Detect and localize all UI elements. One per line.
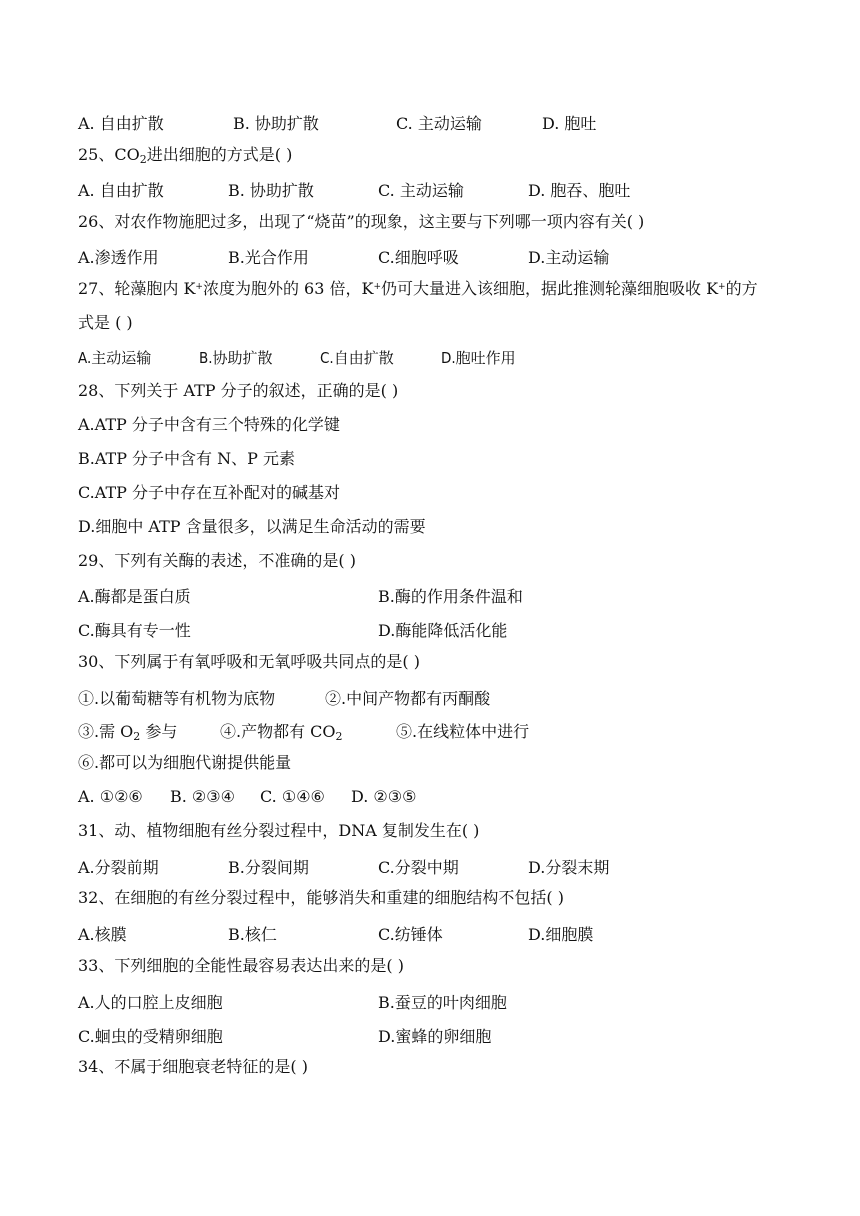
q32-option-a: A.核膜 [78,925,127,944]
q33-option-c: C.蛔虫的受精卵细胞 [78,1027,223,1046]
q28-option-c: C.ATP 分子中存在互补配对的碱基对 [78,483,340,502]
q30-item-6: ⑥.都可以为细胞代谢提供能量 [78,753,292,772]
q25-option-a: A. 自由扩散 [78,181,164,200]
q30-stem: 30、下列属于有氧呼吸和无氧呼吸共同点的是( ) [78,652,420,671]
q30-item-3 [78,719,177,742]
q30-item-2: ②.中间产物都有丙酮酸 [325,689,491,708]
q31-option-d: D.分裂末期 [528,858,610,877]
q34-stem: 34、不属于细胞衰老特征的是( ) [78,1057,308,1076]
q30-item-3-subscript: 2 [133,730,141,743]
q30-option-c: C. ①④⑥ [260,787,325,806]
q24-option-a: A. 自由扩散 [78,114,164,133]
q28-option-a: A.ATP 分子中含有三个特殊的化学键 [78,415,340,434]
q30-option-a: A. ①②⑥ [78,787,143,806]
q31-stem: 31、动、植物细胞有丝分裂过程中，DNA 复制发生在( ) [78,821,480,840]
q27-stem-part-c: 仍可大量进入该细胞，据此推测轮藻细胞吸收 K [381,279,719,298]
q27-option-c: C.自由扩散 [320,349,394,367]
q33-stem: 33、下列细胞的全能性最容易表达出来的是( ) [78,956,404,975]
q29-option-b: B.酶的作用条件温和 [378,587,523,606]
q27-stem-part-b: 浓度为胞外的 63 倍，K [202,279,374,298]
q26-option-a: A.渗透作用 [78,248,159,267]
q27-stem [78,279,758,299]
q30-item-4-subscript: 2 [335,730,343,743]
q30-item-3-text: ③.需 O [78,722,134,741]
q26-option-c: C.细胞呼吸 [378,248,459,267]
q26-option-b: B.光合作用 [228,248,309,267]
q30-option-d: D. ②③⑤ [351,787,417,806]
q24-option-c: C. 主动运输 [396,114,482,133]
q27-stem-part-a: 27、轮藻胞内 K [78,279,196,298]
q29-option-c: C.酶具有专一性 [78,621,191,640]
q25-subscript: 2 [139,153,147,166]
q25-stem [78,145,292,165]
q27-stem-line2: 式是 ( ) [78,313,133,332]
q25-option-c: C. 主动运输 [378,181,464,200]
q32-option-d: D.细胞膜 [528,925,594,944]
q24-option-b: B. 协助扩散 [233,114,319,133]
q32-stem: 32、在细胞的有丝分裂过程中，能够消失和重建的细胞结构不包括( ) [78,888,564,907]
q31-option-a: A.分裂前期 [78,858,159,877]
q33-option-b: B.蚕豆的叶肉细胞 [378,993,507,1012]
q27-superscript-1: + [195,282,203,292]
q25-option-b: B. 协助扩散 [228,181,314,200]
q25-stem-text-end: 进出细胞的方式是( ) [146,145,293,164]
q27-superscript-3: + [718,282,726,292]
q24-option-d: D. 胞吐 [542,114,597,133]
q25-option-d: D. 胞吞、胞吐 [528,181,631,200]
q27-superscript-2: + [373,282,381,292]
q29-stem: 29、下列有关酶的表述，不准确的是( ) [78,551,356,570]
q26-stem: 26、对农作物施肥过多，出现了“烧苗”的现象，这主要与下列哪一项内容有关( ) [78,212,645,231]
q27-option-b: B.协助扩散 [199,349,273,367]
q33-option-a: A.人的口腔上皮细胞 [78,993,223,1012]
q28-option-b: B.ATP 分子中含有 N、P 元素 [78,449,295,468]
q30-option-b: B. ②③④ [170,787,235,806]
q27-stem-part-d: 的方 [725,279,758,298]
q32-option-c: C.纺锤体 [378,925,443,944]
q28-option-d: D.细胞中 ATP 含量很多，以满足生命活动的需要 [78,517,426,536]
q30-item-4-text: ④.产物都有 CO [220,722,336,741]
q33-option-d: D.蜜蜂的卵细胞 [378,1027,492,1046]
q28-stem: 28、下列关于 ATP 分子的叙述，正确的是( ) [78,381,399,400]
q30-item-1: ①.以葡萄糖等有机物为底物 [78,689,276,708]
q30-item-3-text-end: 参与 [140,722,178,741]
q29-option-a: A.酶都是蛋白质 [78,587,191,606]
q29-option-d: D.酶能降低活化能 [378,621,508,640]
q31-option-c: C.分裂中期 [378,858,459,877]
q25-stem-text: 25、CO [78,145,140,164]
q30-item-5: ⑤.在线粒体中进行 [396,722,530,741]
q32-option-b: B.核仁 [228,925,277,944]
q31-option-b: B.分裂间期 [228,858,309,877]
q27-option-a: A.主动运输 [78,349,152,367]
q27-option-d: D.胞吐作用 [441,349,516,367]
q30-item-4 [220,719,343,742]
q26-option-d: D.主动运输 [528,248,610,267]
